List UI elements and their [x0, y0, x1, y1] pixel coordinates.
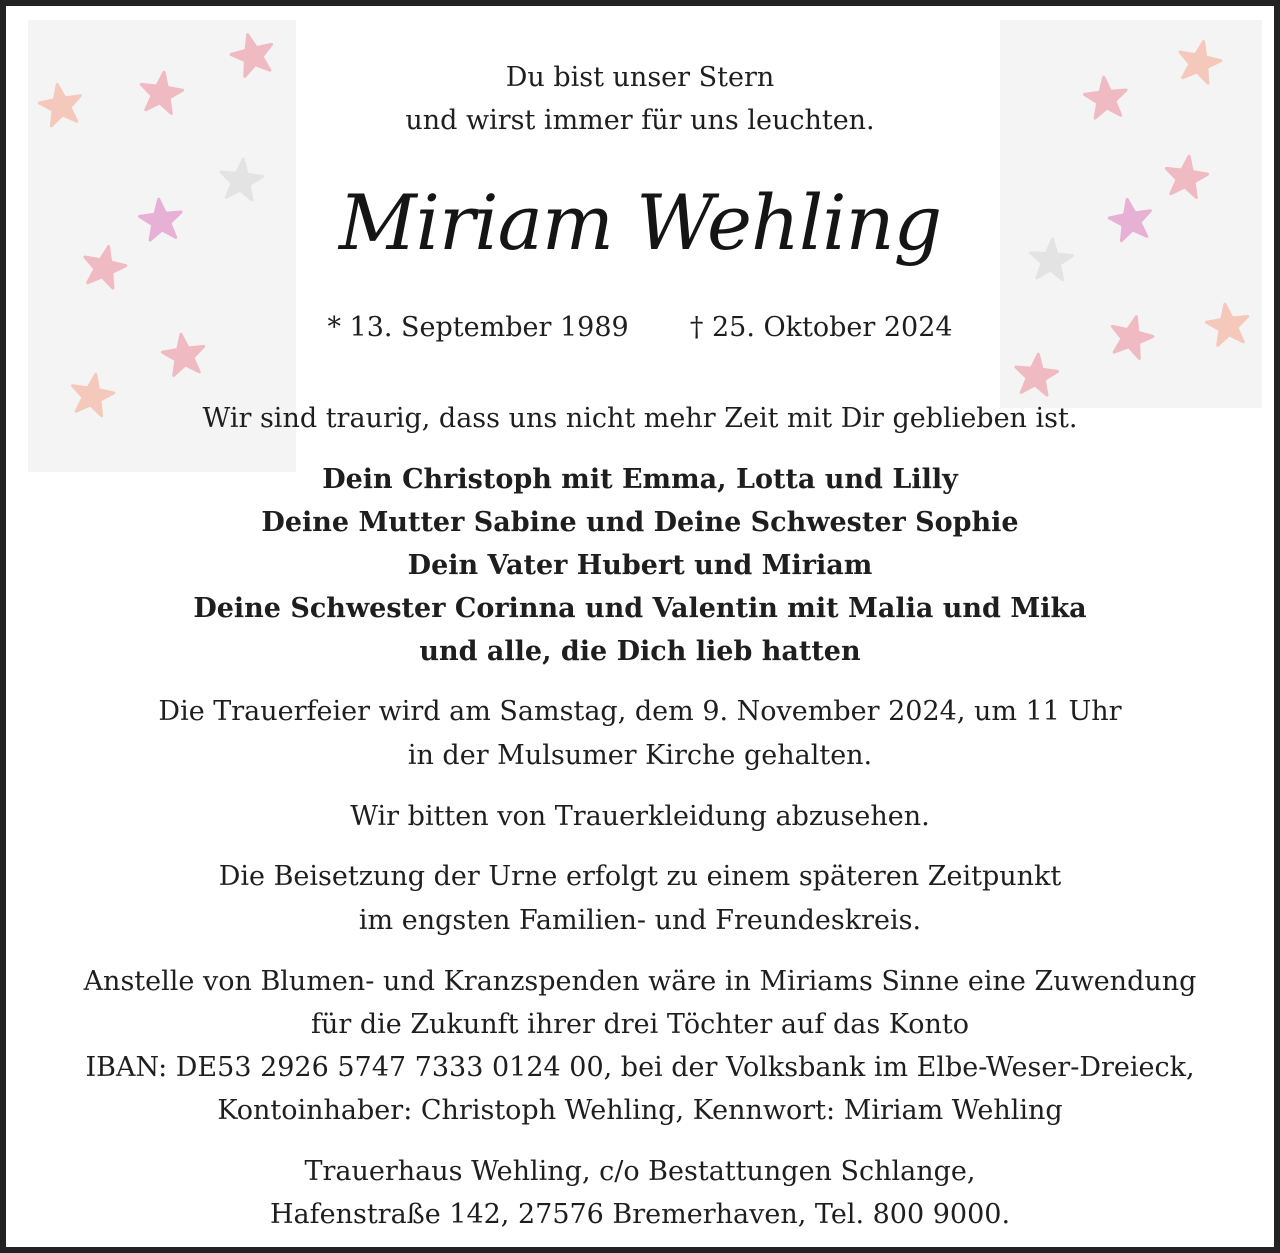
- donation-line-2: für die Zukunft ihrer drei Töchter auf das Konto: [311, 1009, 969, 1040]
- motto-line-2: und wirst immer für uns leuchten.: [405, 105, 875, 136]
- donation-line-3: IBAN: DE53 2926 5747 7333 0124 00, bei der Volksbank im Elbe-Weser-Dreieck,: [85, 1052, 1195, 1083]
- mourner-line: und alle, die Dich lieb hatten: [419, 636, 861, 667]
- death-date: † 25. Oktober 2024: [689, 312, 953, 343]
- top-white-band: [296, 20, 1000, 48]
- mourner-line: Deine Mutter Sabine und Deine Schwester Sophie: [261, 507, 1019, 538]
- burial-line-2: im engsten Familien- und Freundeskreis.: [358, 905, 922, 936]
- life-dates: [6, 312, 1274, 343]
- mourner-line: Deine Schwester Corinna und Valentin mit Malia und Mika: [193, 593, 1087, 624]
- mourner-line: Dein Vater Hubert und Miriam: [407, 550, 873, 581]
- birth-date: * 13. September 1989: [327, 312, 629, 343]
- mourner-line: Dein Christoph mit Emma, Lotta und Lilly: [322, 464, 958, 495]
- funeral-line-1: Die Trauerfeier wird am Samstag, dem 9. November 2024, um 11 Uhr: [158, 696, 1122, 727]
- deceased-name: Miriam Wehling: [338, 178, 942, 267]
- donation-line-4: Kontoinhaber: Christoph Wehling, Kennwort: Miriam Wehling: [217, 1095, 1063, 1126]
- burial-line-1: Die Beisetzung der Urne erfolgt zu einem späteren Zeitpunkt: [218, 861, 1062, 892]
- address-line-1: Trauerhaus Wehling, c/o Bestattungen Schlange,: [304, 1156, 976, 1187]
- star-icon: [1009, 349, 1064, 404]
- motto-line-1: Du bist unser Stern: [505, 62, 775, 93]
- lament-line: Wir sind traurig, dass uns nicht mehr Zeit mit Dir geblieben ist.: [202, 403, 1078, 434]
- donation-line-1: Anstelle von Blumen- und Kranzspenden wäre in Miriams Sinne eine Zuwendung: [83, 966, 1197, 997]
- address-line-2: Hafenstraße 142, 27576 Bremerhaven, Tel. 800 9000.: [269, 1199, 1011, 1230]
- dress-code-line: Wir bitten von Trauerkleidung abzusehen.: [350, 801, 930, 832]
- funeral-line-2: in der Mulsumer Kirche gehalten.: [407, 740, 873, 771]
